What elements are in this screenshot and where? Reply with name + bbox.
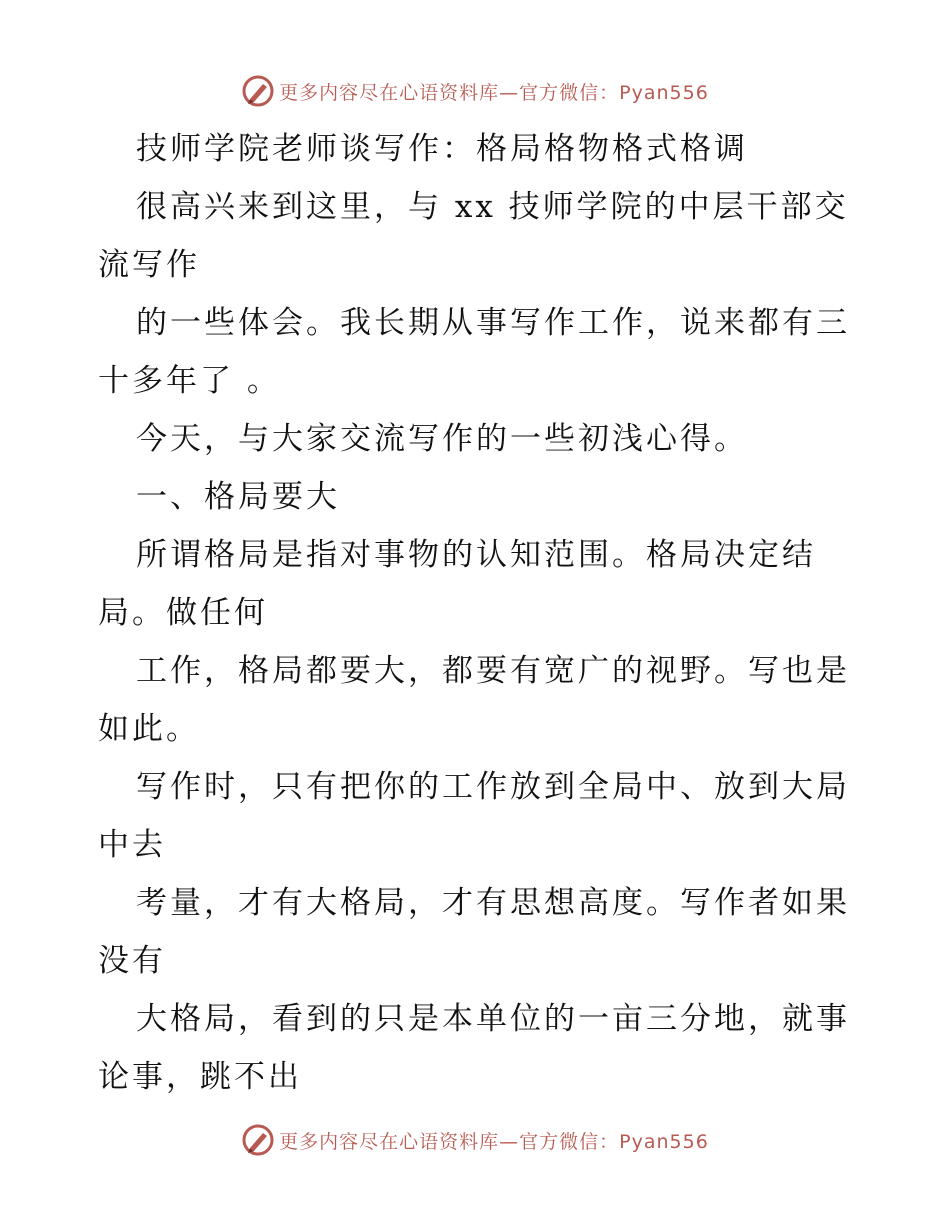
text-line: 今天，与大家交流写作的一些初浅心得。 — [136, 421, 748, 457]
document-body — [98, 120, 858, 1106]
text-line: 如此。 — [98, 711, 200, 747]
text-line: 没有 — [98, 943, 166, 979]
text-line: 工作，格局都要大，都要有宽广的视野。写也是 — [136, 653, 850, 689]
text-line: 的一些体会。我长期从事写作工作，说来都有三 — [136, 305, 850, 341]
watermark-banner-top — [0, 71, 950, 111]
text-line: 论事，跳不出 — [98, 1059, 302, 1095]
watermark-text: 更多内容尽在心语资料库—官方微信：Pyan556 — [279, 1130, 709, 1153]
text-line: 很高兴来到这里，与 xx 技师学院的中层干部交 — [136, 189, 849, 225]
text-line: 所谓格局是指对事物的认知范围。格局决定结 — [136, 537, 816, 573]
text-line: 中去 — [98, 827, 166, 863]
text-line: 流写作 — [98, 247, 200, 283]
watermark-banner-bottom — [0, 1120, 950, 1160]
text-line: 考量，才有大格局，才有思想高度。写作者如果 — [136, 885, 850, 921]
text-line: 大格局，看到的只是本单位的一亩三分地，就事 — [136, 1001, 850, 1037]
document-title: 技师学院老师谈写作：格局格物格式格调 — [136, 131, 748, 167]
watermark-text: 更多内容尽在心语资料库—官方微信：Pyan556 — [279, 81, 709, 104]
text-line: 局。做任何 — [98, 595, 268, 631]
text-line: 十多年了 。 — [98, 363, 281, 399]
pen-logo-icon — [241, 74, 275, 108]
section-heading: 一、格局要大 — [136, 479, 340, 515]
pen-logo-icon — [241, 1123, 275, 1157]
text-line: 写作时，只有把你的工作放到全局中、放到大局 — [136, 769, 850, 805]
